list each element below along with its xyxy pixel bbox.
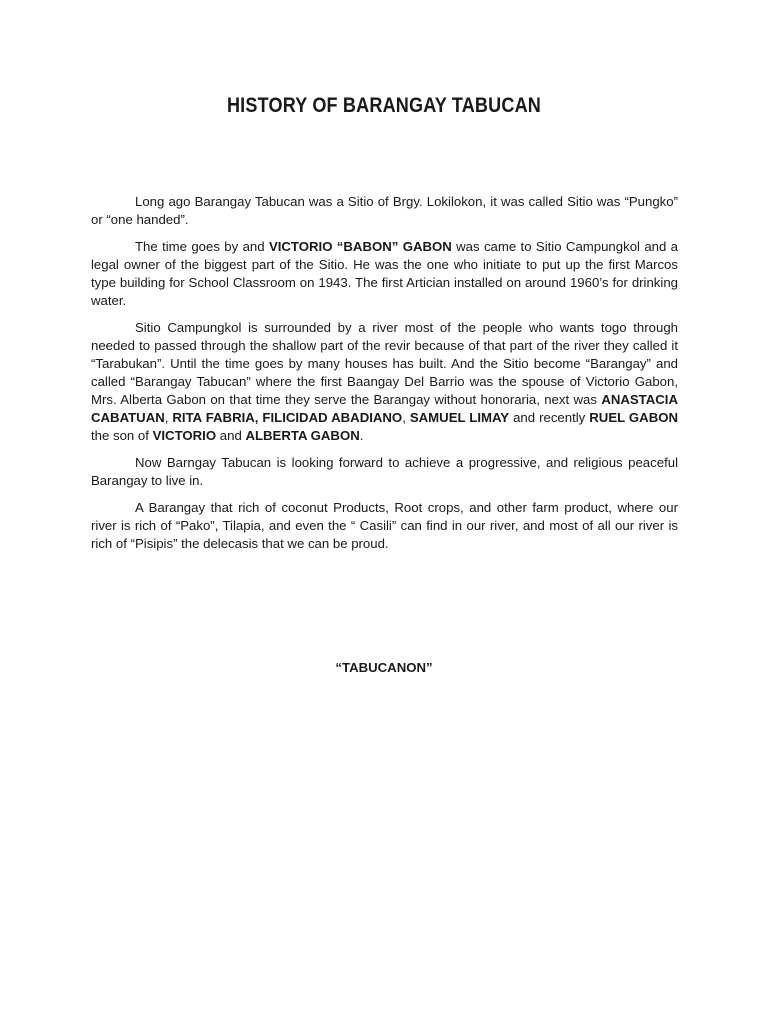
body-text [91, 193, 678, 562]
paragraph-1 [91, 193, 678, 229]
paragraph-text: , [164, 410, 173, 425]
paragraph-2 [91, 238, 678, 310]
paragraph-text: Sitio Campungkol is surrounded by a river most of the people who wants togo through needed to passed through the shallow part of the revir because of that part of the river they called it “Tarabukan”. Until the time goes by many houses has built. And the Sitio become “Barangay” and called “Barangay Tabucan” where the first Baangay Del Barrio was the spouse of Victorio Gabon, Mrs. Alberta Gabon on that time they serve the Barangay without honoraria, next was [91, 320, 678, 407]
bold-name: RITA FABRIA, FILICIDAD ABADIANO [172, 410, 403, 425]
paragraph-text: the son of [91, 428, 153, 443]
closing-signature: “TABUCANON” [335, 660, 433, 675]
paragraph-text: and recently [509, 410, 590, 425]
paragraph-text: The time goes by and [135, 239, 269, 254]
page-title: HISTORY OF BARANGAY TABUCAN [226, 94, 542, 117]
bold-name: SAMUEL LIMAY [409, 410, 510, 425]
bold-name: ALBERTA GABON [245, 428, 360, 443]
paragraph-text: , [402, 410, 410, 425]
paragraph-5 [91, 499, 678, 553]
bold-name: VICTORIO [152, 428, 217, 443]
bold-name: VICTORIO “BABON” GABON [268, 239, 452, 254]
bold-name: ANASTACIA CABATUAN [91, 392, 678, 425]
paragraph-text: Long ago Barangay Tabucan was a Sitio of Brgy. Lokilokon, it was called Sitio was “Pungko” or “one handed”. [91, 194, 678, 227]
paragraph-4 [91, 454, 678, 490]
paragraph-text: Now Barngay Tabucan is looking forward to achieve a progressive, and religious peaceful Barangay to live in. [91, 455, 678, 488]
paragraph-text: . [359, 428, 364, 443]
paragraph-text: A Barangay that rich of coconut Products, Root crops, and other farm product, where our river is rich of “Pako”, Tilapia, and even the “ Casili” can find in our river, and most of all our river is rich of “Pisipis” the delecasis that we can be proud. [91, 500, 678, 551]
paragraph-3 [91, 319, 678, 445]
paragraph-text: and [216, 428, 246, 443]
bold-name: RUEL GABON [589, 410, 679, 425]
paragraph-text: was came to Sitio Campungkol and a legal owner of the biggest part of the Sitio. He was the one who initiate to put up the first Marcos type building for School Classroom on 1943. The first Artician installed on around 1960’s for drinking water. [91, 239, 679, 308]
